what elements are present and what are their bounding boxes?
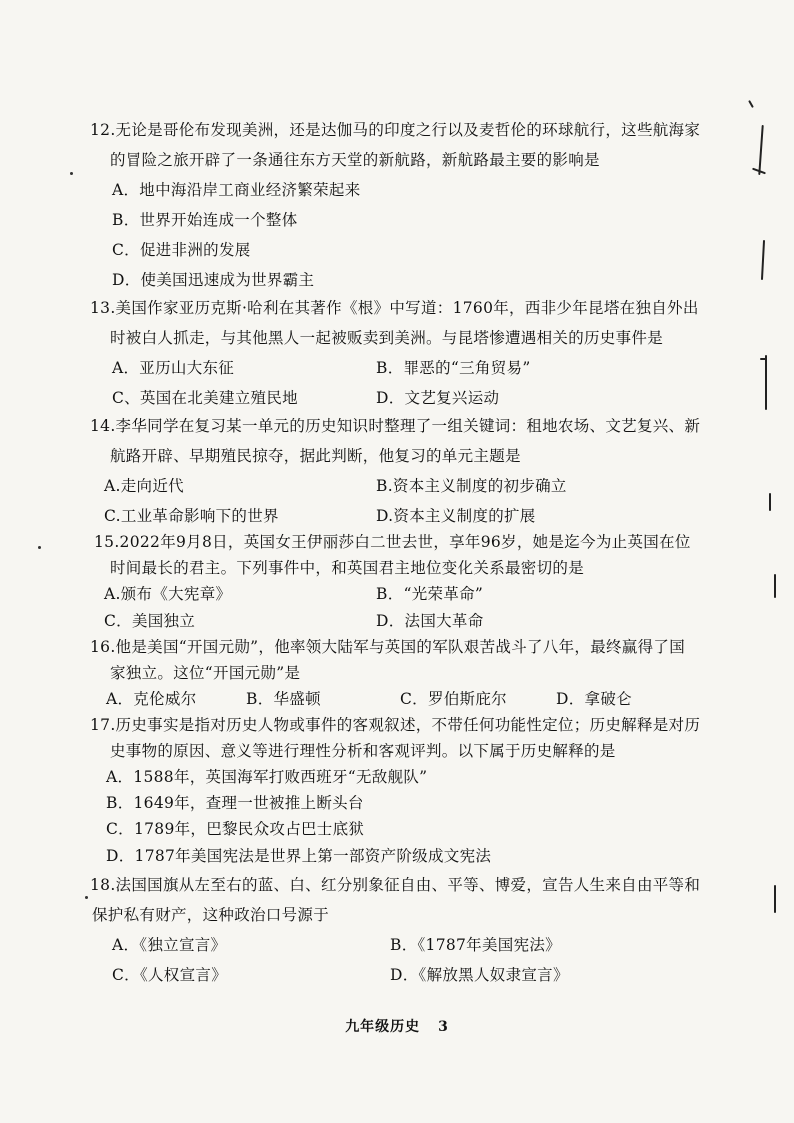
q16-stem-line-1: 16.他是美国“开国元勋”，他率领大陆军与英国的军队艰苦战斗了八年，最终赢得了国 bbox=[90, 638, 686, 656]
q15-option-a: A.颁布《大宪章》 bbox=[104, 585, 232, 603]
q17-option-d: D．1787年美国宪法是世界上第一部资产阶级成文宪法 bbox=[106, 847, 492, 865]
q18-option-c: C．《人权宣言》 bbox=[112, 966, 228, 984]
scan-mark bbox=[760, 358, 766, 360]
q15-stem-line-2: 时间最长的君主。下列事件中，和英国君主地位变化关系最密切的是 bbox=[110, 559, 585, 577]
q17-stem-line-1: 17.历史事实是指对历史人物或事件的客观叙述，不带任何功能性定位；历史解释是对历 bbox=[90, 716, 701, 734]
scan-mark bbox=[769, 493, 771, 511]
q13-option-d: D．文艺复兴运动 bbox=[376, 389, 500, 407]
scan-mark bbox=[765, 355, 767, 410]
q16-option-a: A．克伦威尔 bbox=[106, 690, 197, 708]
q18-stem-line-1: 18.法国国旗从左至右的蓝、白、红分别象征自由、平等、博爱，宣告人生来自由平等和 bbox=[90, 876, 701, 894]
q15-stem-line-1: 15.2022年9月8日，英国女王伊丽莎白二世去世，享年96岁，她是迄今为止英国在位 bbox=[94, 533, 691, 551]
q13-option-c: C、英国在北美建立殖民地 bbox=[112, 389, 298, 407]
scan-mark bbox=[774, 885, 776, 913]
scan-dot bbox=[85, 896, 88, 899]
q14-option-c: C.工业革命影响下的世界 bbox=[104, 507, 279, 525]
q12-stem-line-2: 的冒险之旅开辟了一条通往东方天堂的新航路，新航路最主要的影响是 bbox=[110, 151, 600, 169]
scan-mark bbox=[761, 240, 765, 280]
q12-option-b: B．世界开始连成一个整体 bbox=[112, 211, 298, 229]
scan-mark bbox=[758, 125, 763, 175]
scan-mark bbox=[748, 100, 754, 108]
footer-subject: 九年级历史 bbox=[345, 1019, 421, 1035]
q16-option-c: C．罗伯斯庇尔 bbox=[400, 690, 507, 708]
scan-mark bbox=[774, 574, 776, 598]
q14-stem-line-1: 14.李华同学在复习某一单元的历史知识时整理了一组关键词：租地农场、文艺复兴、新 bbox=[90, 417, 701, 435]
q15-option-b: B．“光荣革命” bbox=[376, 585, 484, 603]
scan-dot bbox=[38, 546, 41, 549]
q14-option-b: B.资本主义制度的初步确立 bbox=[376, 477, 567, 495]
q17-option-a: A．1588年，英国海军打败西班牙“无敌舰队” bbox=[106, 768, 428, 786]
page-footer bbox=[0, 1016, 794, 1036]
q18-stem-line-2: 保护私有财产，这种政治口号源于 bbox=[92, 906, 330, 924]
q18-option-b: B．《1787年美国宪法》 bbox=[390, 936, 561, 954]
q12-option-a: A．地中海沿岸工商业经济繁荣起来 bbox=[112, 181, 361, 199]
q14-stem-line-2: 航路开辟、早期殖民掠夺，据此判断，他复习的单元主题是 bbox=[110, 447, 521, 465]
q17-option-c: C．1789年，巴黎民众攻占巴士底狱 bbox=[106, 820, 365, 838]
q15-option-c: C．美国独立 bbox=[104, 612, 196, 630]
q13-option-b: B．罪恶的“三角贸易” bbox=[376, 359, 531, 377]
q18-option-d: D．《解放黑人奴隶宣言》 bbox=[390, 966, 569, 984]
q17-stem-line-2: 史事物的原因、意义等进行理性分析和客观评判。以下属于历史解释的是 bbox=[110, 742, 616, 760]
q13-stem-line-2: 时被白人抓走，与其他黑人一起被贩卖到美洲。与昆塔惨遭遇相关的历史事件是 bbox=[110, 329, 664, 347]
q16-option-d: D．拿破仑 bbox=[556, 690, 632, 708]
q18-option-a: A．《独立宣言》 bbox=[112, 936, 227, 954]
q13-stem-line-1: 13.美国作家亚历克斯·哈利在其著作《根》中写道：1760年，西非少年昆塔在独自外出 bbox=[90, 299, 699, 317]
q16-stem-line-2: 家独立。这位“开国元勋”是 bbox=[110, 664, 301, 682]
footer-page-number: 3 bbox=[438, 1019, 449, 1035]
q12-option-c: C．促进非洲的发展 bbox=[112, 241, 251, 259]
q12-option-d: D．使美国迅速成为世界霸主 bbox=[112, 271, 315, 289]
q15-option-d: D．法国大革命 bbox=[376, 612, 484, 630]
q14-option-a: A.走向近代 bbox=[104, 477, 184, 495]
q14-option-d: D.资本主义制度的扩展 bbox=[376, 507, 536, 525]
q17-option-b: B．1649年，查理一世被推上断头台 bbox=[106, 794, 364, 812]
scan-dot bbox=[70, 172, 73, 175]
q12-stem-line-1: 12.无论是哥伦布发现美洲，还是达伽马的印度之行以及麦哲伦的环球航行，这些航海家 bbox=[90, 121, 701, 139]
q13-option-a: A．亚历山大东征 bbox=[112, 359, 235, 377]
q16-option-b: B．华盛顿 bbox=[246, 690, 321, 708]
